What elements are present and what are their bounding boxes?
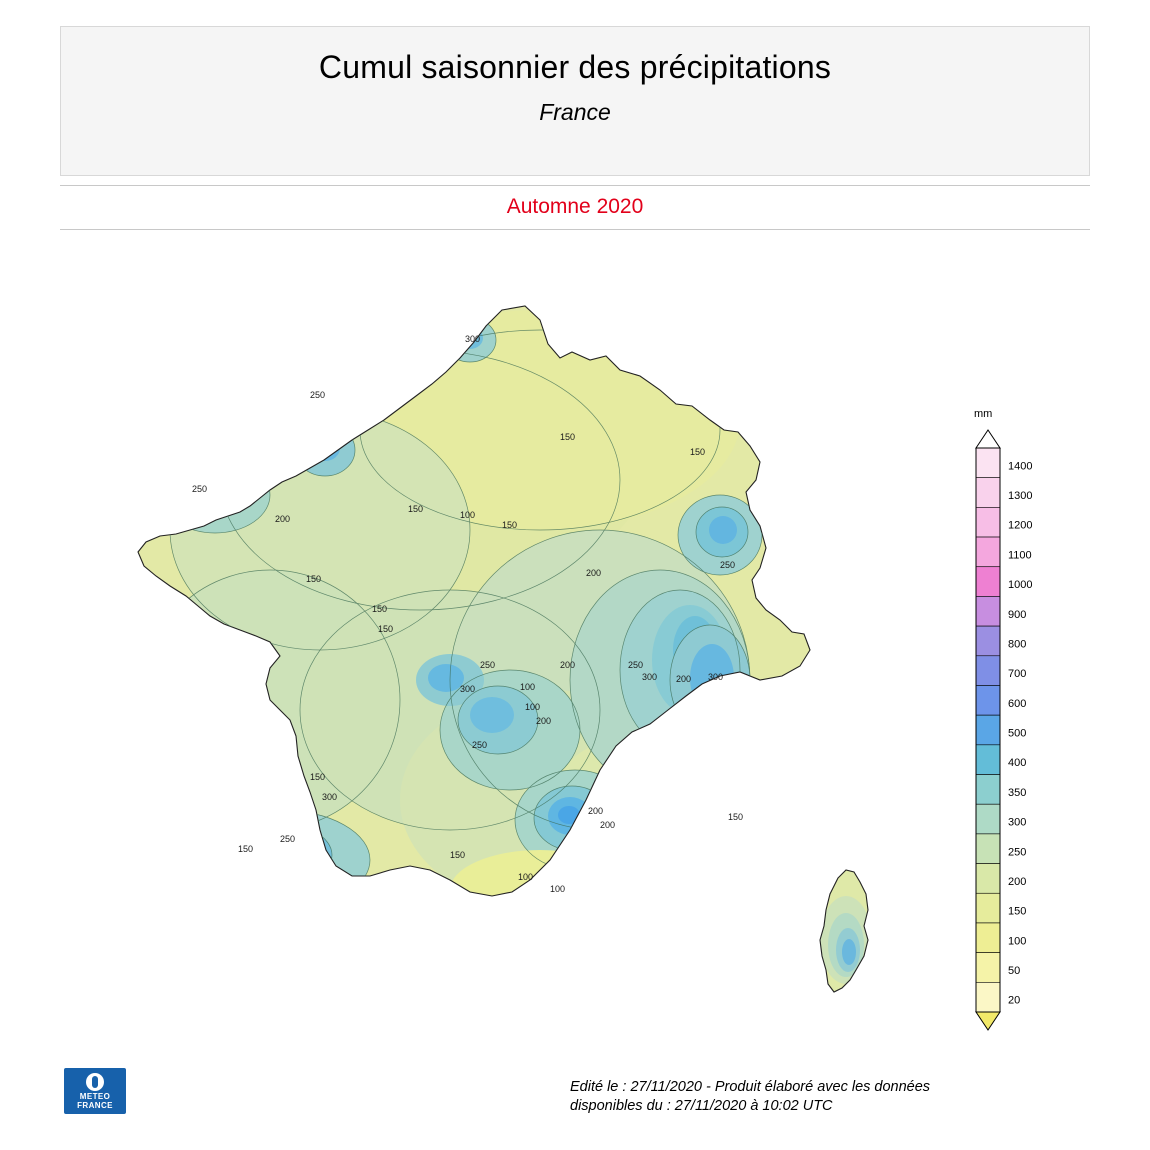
header-panel	[60, 26, 1090, 176]
legend-band	[976, 478, 1000, 508]
legend-svg	[960, 426, 1070, 1046]
contour-label: 250	[192, 484, 208, 494]
page-title: Cumul saisonnier des précipitations	[318, 49, 832, 85]
contour-label: 150	[728, 812, 744, 822]
legend-tick-label: 500	[1008, 727, 1027, 740]
legend-band	[976, 834, 1000, 864]
legend-band	[976, 982, 1000, 1012]
legend-band	[976, 685, 1000, 715]
contour-label: 250	[280, 834, 296, 844]
legend-band	[976, 448, 1000, 478]
legend-tick-label: 700	[1008, 668, 1027, 681]
legend-unit-label: mm	[974, 408, 993, 420]
legend-tick-label: 20	[1008, 994, 1021, 1007]
contour-label: 150	[408, 504, 424, 514]
contour-label: 250	[310, 390, 326, 400]
contour-label: 250	[480, 660, 496, 670]
contour-label: 200	[588, 806, 604, 816]
logo-line-2: FRANCE	[77, 1101, 113, 1110]
legend-band	[976, 567, 1000, 597]
legend-tick-label: 300	[1008, 816, 1027, 829]
meteo-france-logo-icon	[86, 1073, 104, 1091]
legend-tick-label: 150	[1008, 905, 1027, 918]
contour-label: 100	[518, 872, 534, 882]
legend-band	[976, 775, 1000, 805]
contour-label: 200	[586, 568, 602, 578]
footer-note	[570, 1078, 1040, 1116]
legend-tick-label: 200	[1008, 875, 1027, 888]
contour-label: 250	[472, 740, 488, 750]
contour-label: 100	[525, 702, 541, 712]
legend-tick-label: 1000	[1008, 579, 1033, 592]
legend-tick-label: 1100	[1008, 549, 1032, 562]
contour-label: 150	[238, 844, 254, 854]
legend-tick-labels	[1008, 460, 1032, 1006]
legend-tick-label: 600	[1008, 697, 1027, 710]
legend-tick-label: 400	[1008, 757, 1027, 770]
contour-label: 150	[306, 574, 322, 584]
legend-band	[976, 804, 1000, 834]
footer-line-2: disponibles du : 27/11/2020 à 10:02 UTC	[570, 1098, 833, 1114]
contour-label: 150	[310, 772, 326, 782]
contour-label: 200	[676, 674, 692, 684]
meteo-france-logo	[64, 1068, 126, 1114]
contour-label: 250	[720, 560, 736, 570]
logo-line-1: METEO	[79, 1092, 111, 1101]
contour-label: 200	[560, 660, 576, 670]
contour-label: 150	[372, 604, 388, 614]
contour-label: 250	[628, 660, 644, 670]
contour-label: 150	[450, 850, 466, 860]
contour-label: 100	[550, 884, 566, 894]
legend-band	[976, 745, 1000, 775]
map-svg	[120, 280, 920, 1040]
contour-label: 200	[536, 716, 552, 726]
contour-label: 300	[642, 672, 658, 682]
legend-tick-label: 1400	[1008, 460, 1033, 473]
contour-label: 150	[502, 520, 518, 530]
meteo-france-logo-text	[64, 1092, 126, 1110]
legend-top-arrow	[976, 430, 1000, 448]
legend-bottom-arrow	[976, 1012, 1000, 1030]
legend-band	[976, 864, 1000, 894]
contour-label: 150	[690, 447, 706, 457]
precipitation-map	[120, 280, 920, 1040]
legend-band	[976, 626, 1000, 656]
contour-label: 150	[378, 624, 394, 634]
legend-band	[976, 537, 1000, 567]
legend-tick-label: 100	[1008, 935, 1027, 948]
contour-label: 300	[460, 684, 476, 694]
legend-band	[976, 596, 1000, 626]
contour-label: 300	[465, 334, 481, 344]
contour-label: 150	[560, 432, 576, 442]
france-precipitation-layer	[120, 280, 920, 1040]
legend-tick-label: 800	[1008, 638, 1027, 651]
contour-label: 100	[460, 510, 476, 520]
period-label: Automne 2020	[506, 195, 644, 218]
legend-tick-label: 1300	[1008, 490, 1033, 503]
legend-band	[976, 923, 1000, 953]
legend-band	[976, 715, 1000, 745]
contour-label: 100	[520, 682, 536, 692]
legend-band	[976, 507, 1000, 537]
legend-tick-label: 50	[1008, 965, 1021, 977]
page-subtitle: France	[539, 99, 611, 125]
legend-tick-label: 250	[1008, 846, 1027, 859]
legend-tick-label: 1200	[1008, 519, 1033, 532]
legend-tick-label: 900	[1008, 608, 1027, 621]
contour-label: 300	[322, 792, 338, 802]
period-panel	[60, 185, 1090, 230]
legend-band	[976, 953, 1000, 983]
legend-band	[976, 656, 1000, 686]
contour-label: 200	[600, 820, 616, 830]
legend-tick-label: 350	[1008, 786, 1027, 799]
contour-label: 200	[275, 514, 291, 524]
legend-band	[976, 893, 1000, 923]
contour-label: 300	[708, 672, 724, 682]
legend-bands	[976, 448, 1000, 1012]
legend-colorbar	[960, 408, 1070, 1048]
footer-line-1: Edité le : 27/11/2020 - Produit élaboré avec les données	[570, 1079, 931, 1095]
